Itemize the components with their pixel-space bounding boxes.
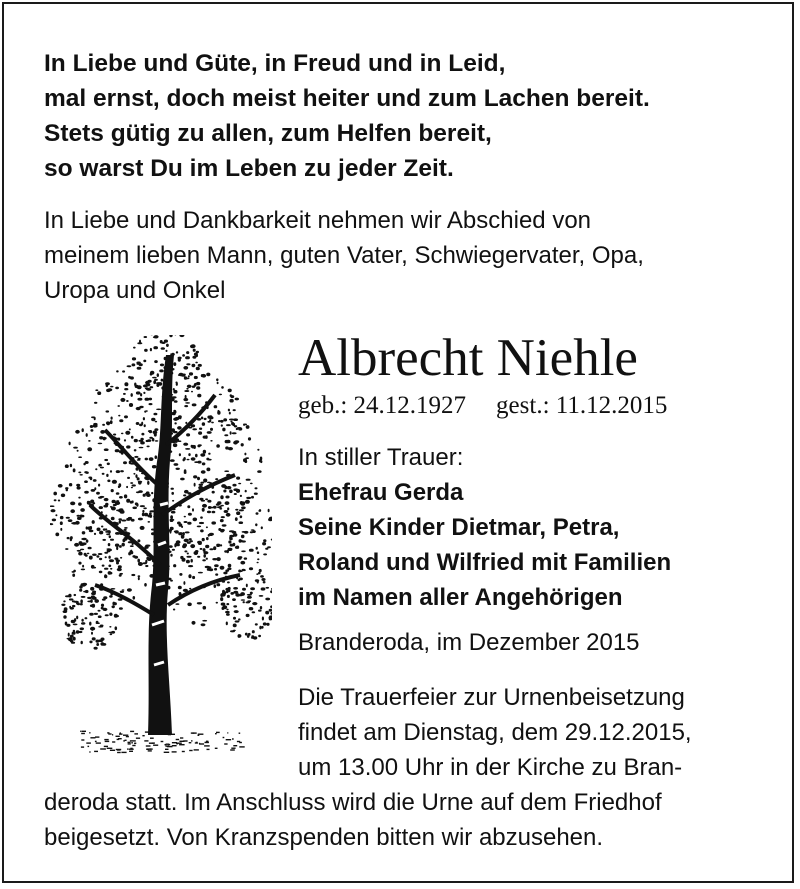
funeral-line: deroda statt. Im Anschluss wird die Urne auf dem Friedhof [44,789,662,816]
funeral-notice [298,680,692,785]
death-date: gest.: 11.12.2015 [496,392,668,419]
funeral-line: Die Trauerfeier zur Urnenbeisetzung [298,684,685,711]
intro-line: In Liebe und Dankbarkeit nehmen wir Abschied von [44,207,592,234]
intro-line: meinem lieben Mann, guten Vater, Schwiegervater, Opa, [44,242,644,269]
funeral-line: um 13.00 Uhr in der Kirche zu Bran- [298,754,683,781]
place-date: Branderoda, im Dezember 2015 [298,629,640,656]
mourners-block [298,440,671,615]
mourner-line: Seine Kinder Dietmar, Petra, [298,514,620,541]
birth-date: geb.: 24.12.1927 [298,392,467,419]
intro-line: Uropa und Onkel [44,277,226,304]
mourner-line: im Namen aller Angehörigen [298,584,623,611]
funeral-notice-continued [44,785,662,855]
poem-line: In Liebe und Güte, in Freud und in Leid, [44,50,506,77]
funeral-line: beigesetzt. Von Kranzspenden bitten wir abzusehen. [44,824,604,851]
life-dates [298,391,667,421]
mourner-line: Ehefrau Gerda [298,479,464,506]
mourner-line: Roland und Wilfried mit Familien [298,549,672,576]
deceased-name: Albrecht Niehle [298,329,638,387]
birch-tree-icon [50,335,272,765]
intro-text [44,203,644,308]
poem-line: so warst Du im Leben zu jeder Zeit. [44,155,454,182]
poem-line: Stets gütig zu allen, zum Helfen bereit, [44,120,492,147]
funeral-line: findet am Dienstag, dem 29.12.2015, [298,719,692,746]
mourners-heading: In stiller Trauer: [298,444,464,471]
poem [44,46,650,186]
poem-line: mal ernst, doch meist heiter und zum Lachen bereit. [44,85,650,112]
